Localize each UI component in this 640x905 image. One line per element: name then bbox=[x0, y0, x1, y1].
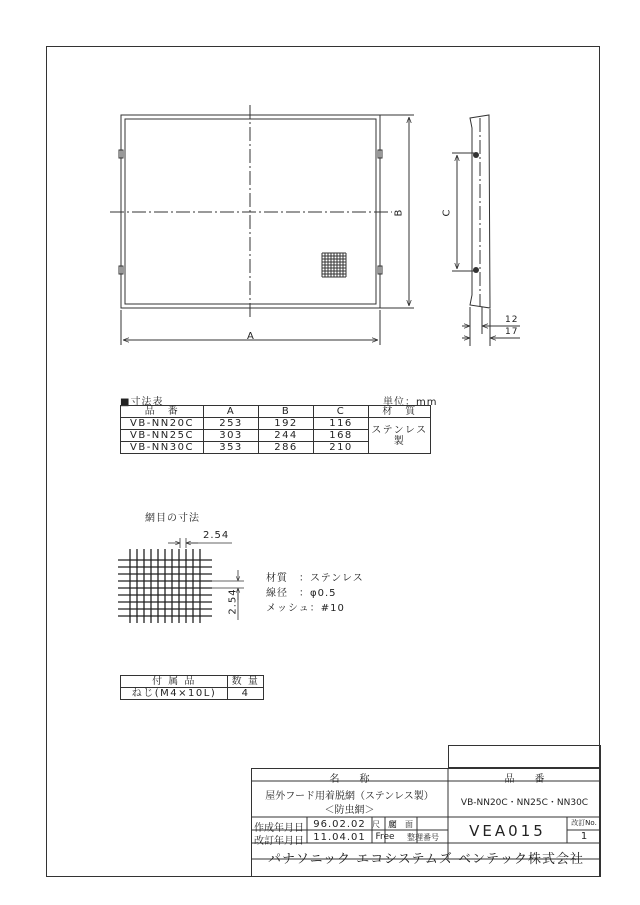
number-header: 品 番 bbox=[504, 774, 545, 785]
cell-c: 116 bbox=[314, 418, 369, 430]
cell-b: 192 bbox=[259, 418, 314, 430]
dim-label-17: 17 bbox=[505, 327, 519, 337]
dim-table-unit: 単位：mm bbox=[383, 397, 438, 408]
created-label: 作成年月日 bbox=[254, 823, 304, 834]
header-a: A bbox=[204, 406, 259, 418]
dim-label-12: 12 bbox=[505, 315, 519, 325]
mesh-title: 網目の寸法 bbox=[145, 513, 200, 524]
mesh-spec-mesh: メッシュ：#10 bbox=[266, 603, 345, 614]
cell-model: VB-NN20C bbox=[121, 418, 204, 430]
parts-qty: 4 bbox=[228, 688, 264, 700]
header-b: B bbox=[259, 406, 314, 418]
header-model: 品 番 bbox=[121, 406, 204, 418]
parts-item: ねじ(M4×10L) bbox=[121, 688, 228, 700]
revised-label: 改訂年月日 bbox=[254, 836, 304, 847]
cell-model: VB-NN25C bbox=[121, 430, 204, 442]
rev-number: 1 bbox=[580, 831, 588, 842]
mesh-pitch-h: 2.54 bbox=[203, 530, 230, 541]
projection-label: 図 面 bbox=[389, 820, 413, 829]
header-material: 材 質 bbox=[369, 406, 431, 418]
company-name: パナソニック エコシステムズ ベンテック株式会社 bbox=[267, 852, 585, 867]
product-name-line1: 屋外フード用着脱網（ステンレス製） bbox=[265, 791, 434, 802]
cell-b: 244 bbox=[259, 430, 314, 442]
rev-label: 改訂No. bbox=[571, 819, 597, 827]
cell-material: ステンレス製 bbox=[369, 418, 431, 454]
cell-b: 286 bbox=[259, 442, 314, 454]
cell-a: 353 bbox=[204, 442, 259, 454]
created-date: 96.02.02 bbox=[313, 819, 366, 830]
model-numbers: VB-NN20C・NN25C・NN30C bbox=[460, 798, 589, 808]
doc-no-label: 整理番号 bbox=[407, 833, 439, 842]
dim-label-a: A bbox=[247, 331, 255, 342]
parts-header-qty: 数 量 bbox=[228, 676, 264, 688]
mesh-spec-material: 材質 ：ステンレス bbox=[266, 573, 364, 584]
cell-a: 303 bbox=[204, 430, 259, 442]
cell-c: 168 bbox=[314, 430, 369, 442]
dim-label-c: C bbox=[441, 208, 453, 217]
header-c: C bbox=[314, 406, 369, 418]
doc-number: VEA015 bbox=[469, 822, 546, 840]
dim-table-caption: ■寸法表 bbox=[120, 397, 164, 408]
dim-label-b: B bbox=[393, 208, 405, 217]
parts-header-item: 付 属 品 bbox=[121, 676, 228, 688]
revised-date: 11.04.01 bbox=[313, 832, 366, 843]
scale-label: 尺 度 bbox=[372, 820, 396, 829]
cell-model: VB-NN30C bbox=[121, 442, 204, 454]
product-name-line2: ＜防虫網＞ bbox=[324, 805, 375, 816]
scale-value: Free bbox=[375, 832, 395, 842]
name-header: 名 称 bbox=[329, 774, 370, 785]
cell-c: 210 bbox=[314, 442, 369, 454]
mesh-spec-wire: 線径 ：φ0.5 bbox=[266, 588, 337, 599]
mesh-pitch-v: 2.54 bbox=[227, 588, 239, 615]
cell-a: 253 bbox=[204, 418, 259, 430]
